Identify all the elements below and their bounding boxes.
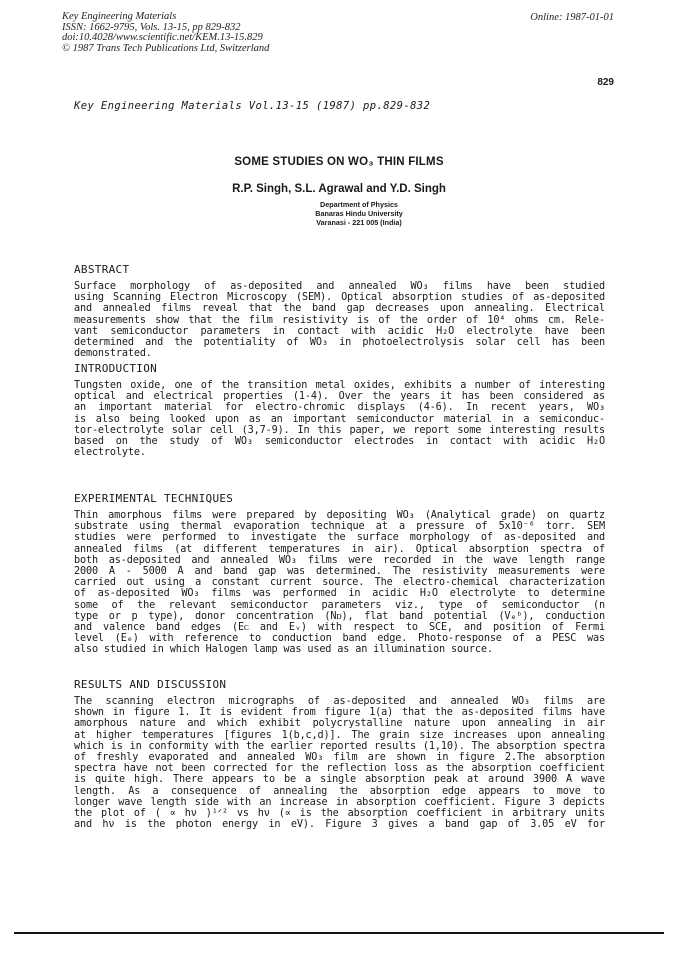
text-line: Surface morphology of as-deposited and annealed WO₃ films have been studied bbox=[74, 281, 605, 292]
section-heading-introduction: INTRODUCTION bbox=[74, 362, 158, 375]
introduction-body bbox=[74, 380, 605, 458]
text-line: demonstrated. bbox=[74, 348, 152, 360]
text-line: amorphous nature and which exhibit polycrystalline nature upon annealing in air bbox=[74, 718, 605, 730]
text-line: the plot of ( ∝ hν )¹ᐟ² vs hν (∝ is the absorption coefficient in arbitrary units bbox=[74, 807, 605, 819]
copyright-line: © 1987 Trans Tech Publications Ltd, Switzerland bbox=[62, 42, 270, 54]
text-line: substrate using thermal evaporation technique at a pressure of 5x10⁻⁶ torr. SEM bbox=[74, 521, 605, 533]
text-line: is also being looked upon as an important semiconductor material in a semiconduc- bbox=[74, 413, 605, 425]
text-line: and hν is the photon energy in eV). Figure 3 gives a band gap of 3.05 eV for bbox=[74, 819, 605, 831]
text-line: of as-deposited WO₃ films was performed in acidic H₂O electrolyte to determine bbox=[74, 588, 605, 600]
text-line: vant semiconductor parameters in contact with acidic H₂O electrolyte have been bbox=[74, 325, 605, 337]
author-list: R.P. Singh, S.L. Agrawal and Y.D. Singh bbox=[232, 183, 446, 195]
text-line: type or p type), donor concentration (Nᴅ), flat band potential (Vₑᵇ), conduction bbox=[74, 610, 605, 622]
text-line: at higher temperatures [figures 1(b,c,d)]. The grain size increases upon annealing bbox=[74, 729, 605, 741]
paper-title: SOME STUDIES ON WO₃ THIN FILMS bbox=[234, 156, 444, 168]
text-line: is quite high. There appears to be a single absorption peak at around 3900 Å wave bbox=[74, 774, 605, 786]
online-date: Online: 1987-01-01 bbox=[530, 12, 614, 23]
abstract-body bbox=[74, 281, 605, 359]
text-line: and valence band edges (Eᴄ and Eᵥ) with respect to SCE, and position of Fermi bbox=[74, 621, 605, 633]
text-line: measurements show that the film resistivity is of the order of 10⁴ ohms cm. Rele- bbox=[74, 314, 605, 326]
text-line: 2000 Å - 5000 Å and band gap was determined. The resistivity measurements were bbox=[74, 565, 605, 577]
affiliation-address: Varanasi - 221 005 (India) bbox=[316, 218, 402, 227]
text-line: of freshly evaporated and annealed WO₃ film are shown in figure 2.The absorption bbox=[74, 751, 605, 763]
text-line: some of the relevant semiconductor parameters viz., type of semiconductor (n bbox=[74, 599, 605, 611]
text-line: and annealed films reveal that the band gap decreases upon annealing. Electrical bbox=[74, 303, 605, 315]
text-line: which is in conformity with the earlier reported results (1,10). The absorption spectra bbox=[74, 740, 605, 752]
text-line: spectra have not been corrected for the reflection loss as the absorption coefficient bbox=[74, 763, 605, 775]
text-line: The scanning electron micrographs of as-deposited and annealed WO₃ films are bbox=[74, 696, 605, 707]
running-head: Key Engineering Materials Vol.13-15 (1987) pp.829-832 bbox=[74, 100, 431, 112]
text-line: tor-electrolyte solar cell (3,7-9). In this paper, we report some interesting results bbox=[74, 424, 605, 436]
page-number: 829 bbox=[597, 77, 614, 88]
text-line: based on the study of WO₃ semiconductor electrodes in contact with acidic H₂O bbox=[74, 435, 605, 447]
publication-metadata bbox=[62, 12, 269, 54]
text-line: shown in figure 1. It is evident from figure 1(a) that the as-deposited films have bbox=[74, 707, 605, 719]
text-line: annealed films (at different temperatures in air). Optical absorption spectra of bbox=[74, 543, 605, 555]
affiliation bbox=[0, 200, 678, 227]
text-line: length. As a consequence of annealing the absorption edge appears to move to bbox=[74, 785, 605, 797]
affiliation-department: Department of Physics bbox=[320, 200, 398, 209]
affiliation-university: Banaras Hindu University bbox=[315, 209, 403, 218]
results-body bbox=[74, 696, 605, 830]
text-line: longer wave length side with an increase in absorption coefficient. Figure 3 depicts bbox=[74, 796, 605, 808]
text-line: studies were performed to investigate the surface morphology of as-deposited and bbox=[74, 532, 605, 544]
section-heading-abstract: ABSTRACT bbox=[74, 263, 130, 276]
text-line: carried out using a constant current source. The electro-chemical characterization bbox=[74, 577, 605, 589]
text-line: both as-deposited and annealed WO₃ films were recorded in the wave length range bbox=[74, 554, 605, 566]
text-line: using Scanning Electron Microscopy (SEM). Optical absorption studies of as-deposited bbox=[74, 292, 605, 304]
text-line: optical and electrical properties (1-4). Over the years it has been considered as bbox=[74, 391, 605, 403]
text-line: also studied in which Halogen lamp was used as an illumination source. bbox=[74, 644, 493, 656]
text-line: an important material for electro-chromic displays (4-6). In recent years, WO₃ bbox=[74, 402, 605, 414]
text-line: Tungsten oxide, one of the transition metal oxides, exhibits a number of interesting bbox=[74, 380, 605, 391]
issn-line: ISSN: 1662-9795, Vols. 13-15, pp 829-832 bbox=[62, 21, 241, 33]
text-line: electrolyte. bbox=[74, 447, 146, 459]
page-bottom-rule bbox=[14, 932, 664, 934]
section-heading-results: RESULTS AND DISCUSSION bbox=[74, 678, 227, 691]
text-line: determined and the potentiality of WO₃ in photoelectrolysis solar cell has been bbox=[74, 336, 605, 348]
text-line: Thin amorphous films were prepared by depositing WO₃ (Analytical grade) on quartz bbox=[74, 510, 605, 521]
journal-name: Key Engineering Materials bbox=[62, 11, 177, 22]
text-line: level (Eₑ) with reference to conduction band edge. Photo-response of a PESC was bbox=[74, 633, 605, 645]
experimental-body bbox=[74, 510, 605, 655]
doi-line: doi:10.4028/www.scientific.net/KEM.13-15.829 bbox=[62, 32, 263, 44]
section-heading-experimental: EXPERIMENTAL TECHNIQUES bbox=[74, 492, 234, 505]
